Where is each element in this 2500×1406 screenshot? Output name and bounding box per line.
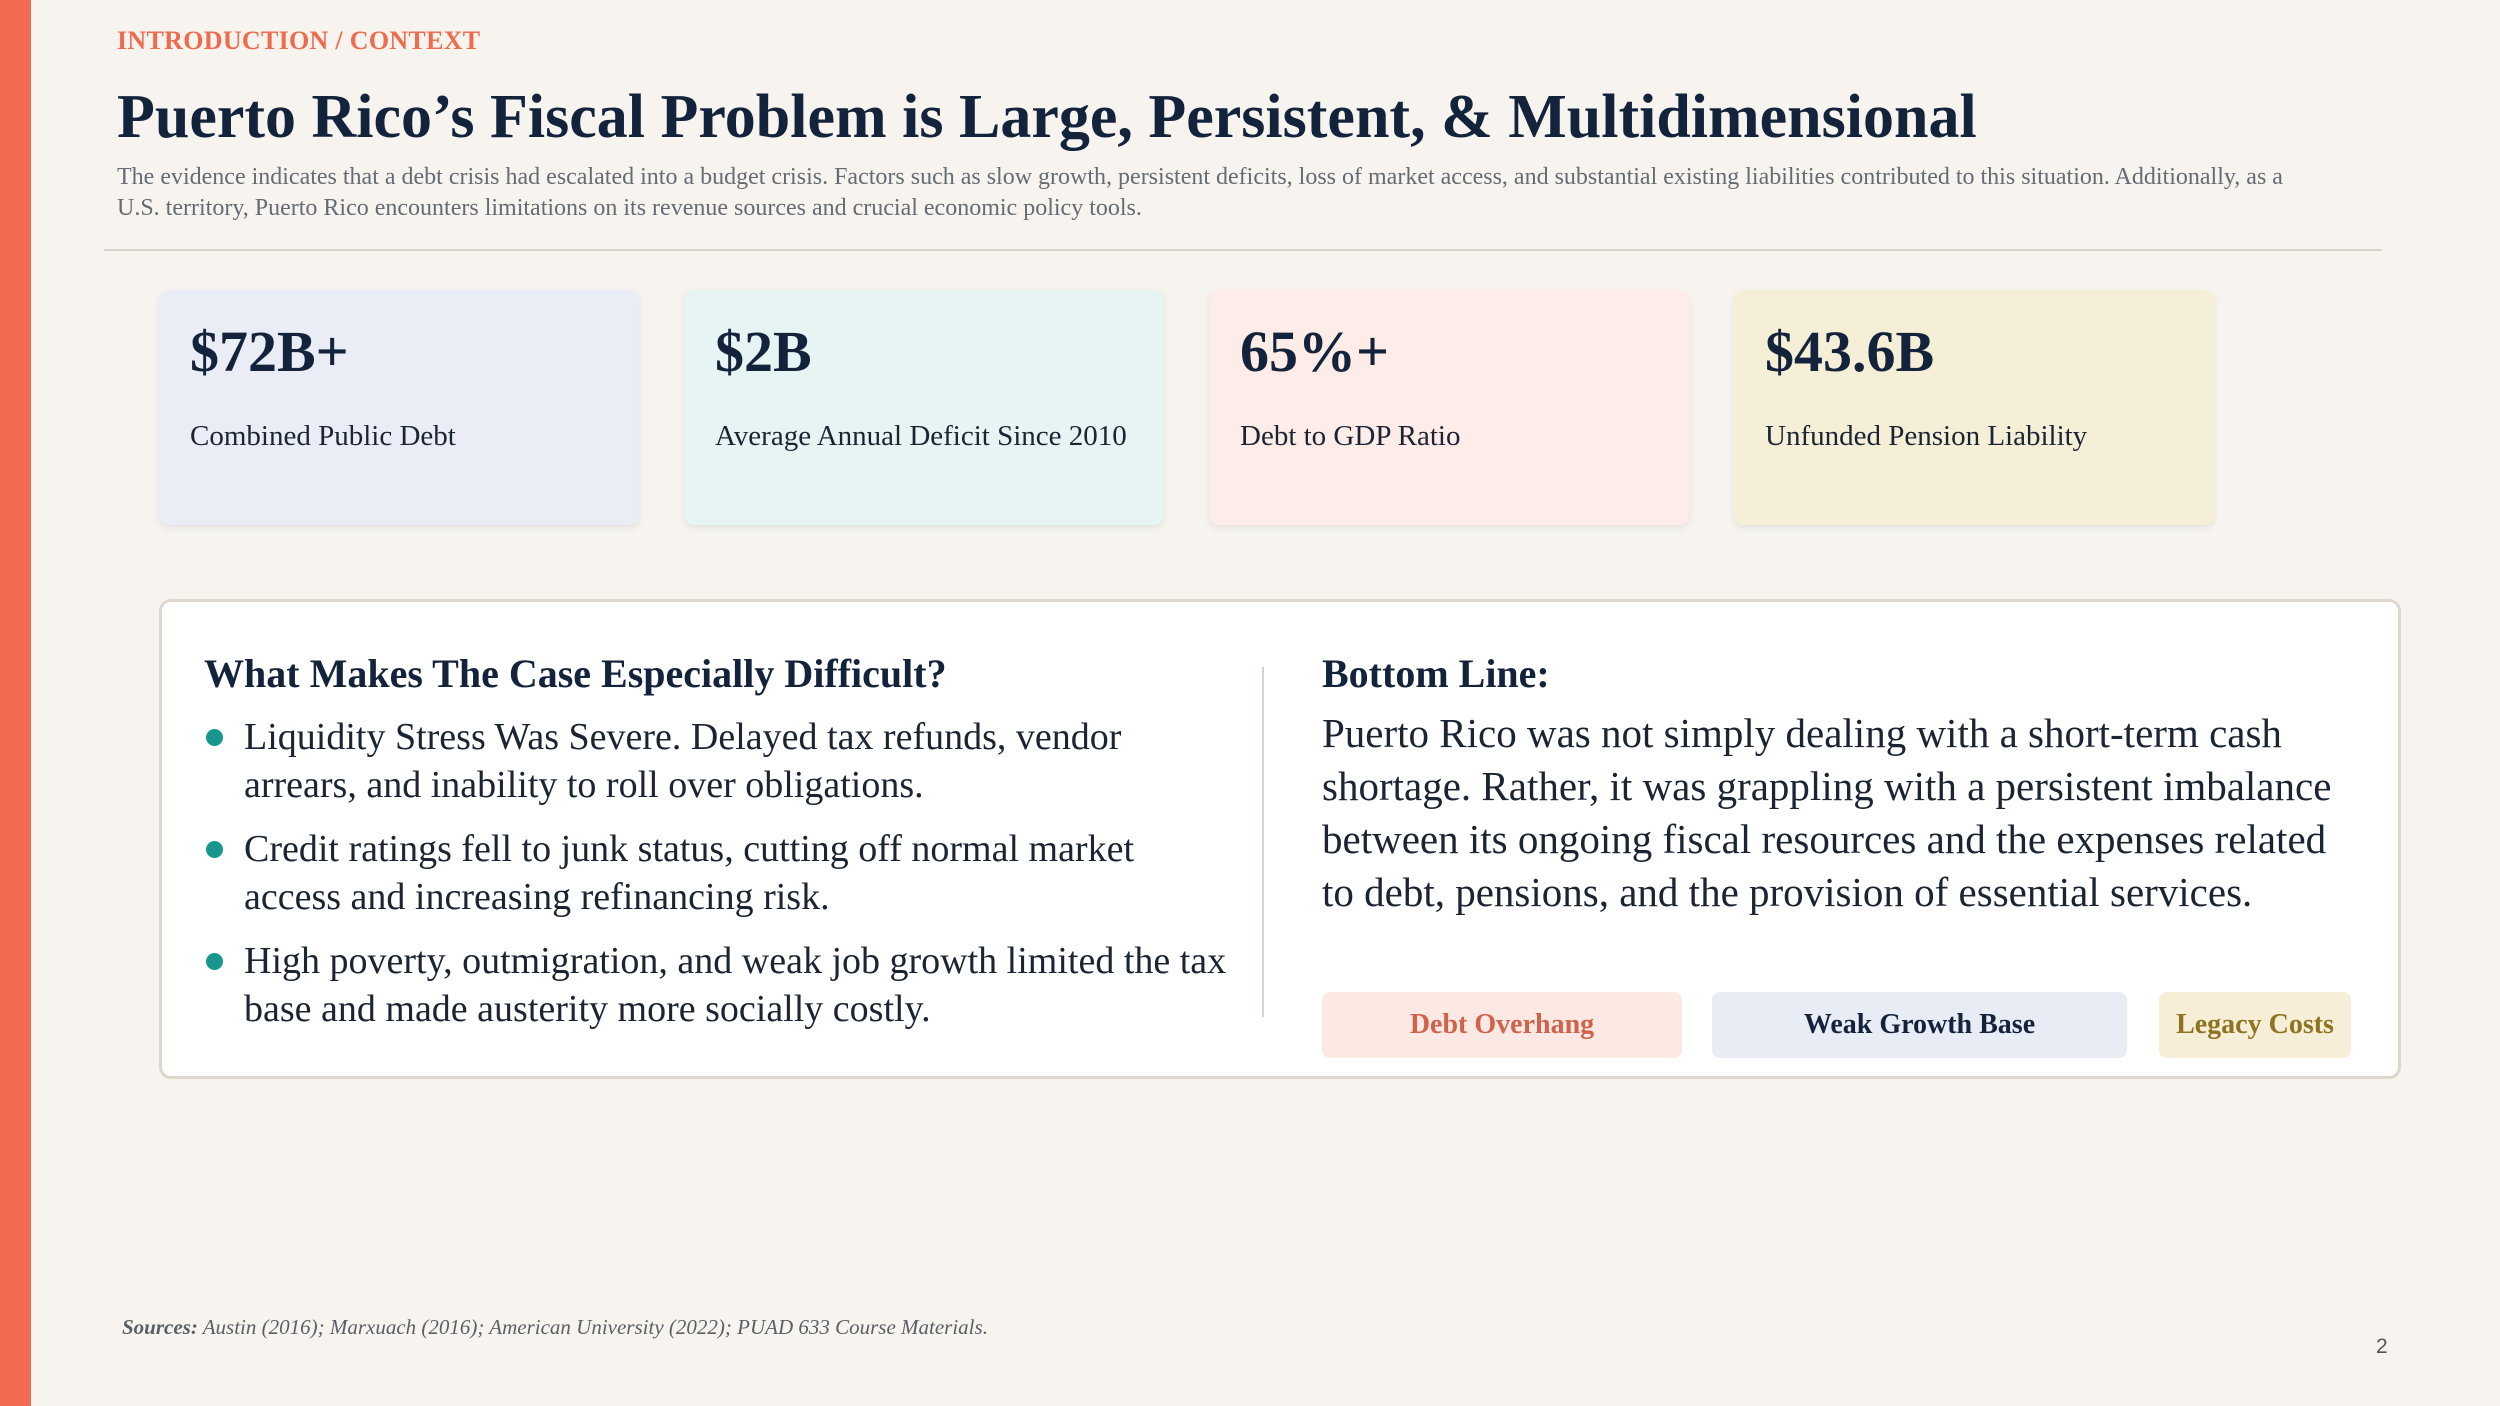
tag-weak-growth-base: Weak Growth Base (1712, 992, 2127, 1058)
difficulty-list (204, 713, 1234, 1033)
accent-bar (0, 0, 31, 1406)
bullet-dot-icon (206, 953, 223, 970)
bottom-line-section (1322, 650, 2352, 919)
sources-label: Sources: (122, 1315, 198, 1339)
stat-value: $72B+ (190, 319, 349, 384)
bullet-dot-icon (206, 729, 223, 746)
stat-label: Combined Public Debt (190, 420, 456, 452)
stat-value: $2B (715, 319, 812, 384)
page-subtitle: The evidence indicates that a debt crisis had escalated into a budget crisis. Factors such as slow growth, persistent deficits, loss of market access, and substantial existing liabilities contributed to this situation. Additionally, as a U.S. territory, Puerto Rico encounters limitations on its revenue sources and crucial economic policy tools. (117, 164, 2283, 221)
bullet-dot-icon (206, 841, 223, 858)
list-item-text: Liquidity Stress Was Severe. Delayed tax refunds, vendor arrears, and inability to roll over obligations. (244, 716, 1122, 806)
stat-card-debt-to-gdp (1209, 290, 1689, 525)
page-number: 2 (2376, 1335, 2388, 1358)
analysis-panel (159, 599, 2401, 1079)
stat-value: $43.6B (1765, 319, 1935, 384)
difficulty-heading: What Makes The Case Especially Difficult? (204, 651, 947, 696)
sources-note (122, 1315, 988, 1340)
bottom-line-text: Puerto Rico was not simply dealing with a short-term cash shortage. Rather, it was grappling with a persistent imbalance between its ongoing fiscal resources and the expenses related to debt, pensions, and the provision of essential services. (1322, 710, 2332, 915)
panel-divider (1262, 667, 1264, 1017)
stat-value: 65%+ (1240, 319, 1390, 384)
difficulty-section (204, 650, 1234, 1049)
tag-debt-overhang: Debt Overhang (1322, 992, 1682, 1058)
section-label: INTRODUCTION / CONTEXT (117, 26, 481, 55)
sources-text: Austin (2016); Marxuach (2016); American University (2022); PUAD 633 Course Materials. (197, 1315, 988, 1339)
stat-label: Debt to GDP Ratio (1240, 420, 1461, 452)
tag-legacy-costs: Legacy Costs (2159, 992, 2351, 1058)
stat-card-deficit (684, 290, 1164, 525)
list-item-text: Credit ratings fell to junk status, cutting off normal market access and increasing refinancing risk. (244, 828, 1135, 918)
list-item (204, 825, 1234, 921)
stat-card-debt (159, 290, 639, 525)
page-title: Puerto Rico’s Fiscal Problem is Large, Persistent, & Multidimensional (117, 83, 1977, 151)
stat-label: Unfunded Pension Liability (1765, 420, 2088, 452)
stat-card-pension (1734, 290, 2214, 525)
stat-label: Average Annual Deficit Since 2010 (715, 420, 1127, 452)
bottom-line-heading: Bottom Line: (1322, 651, 1550, 696)
list-item (204, 937, 1234, 1033)
header-divider (104, 249, 2382, 251)
list-item-text: High poverty, outmigration, and weak job growth limited the tax base and made austerity more socially costly. (244, 940, 1227, 1030)
list-item (204, 713, 1234, 809)
